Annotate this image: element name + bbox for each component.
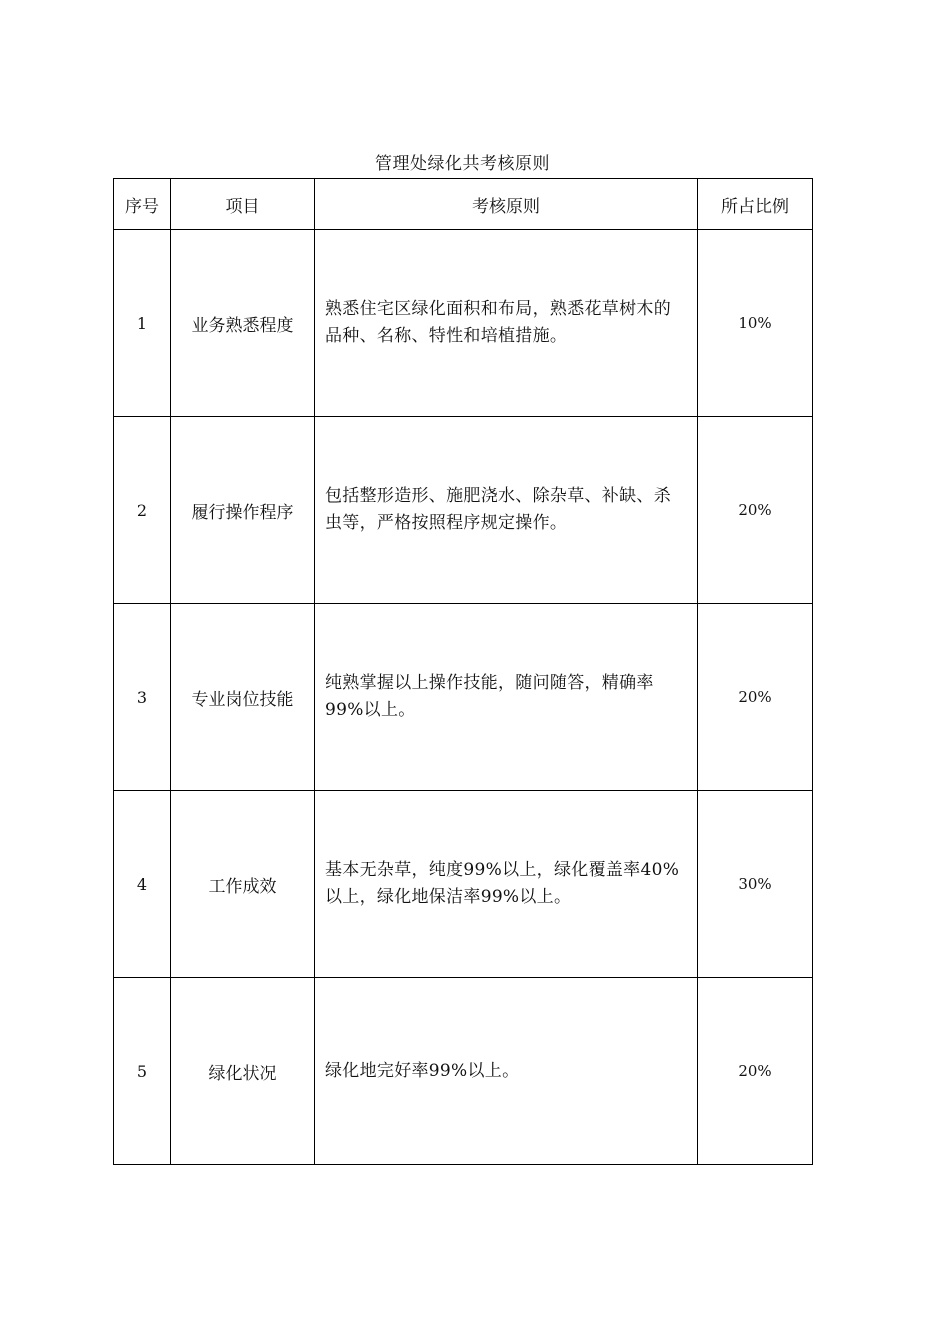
row-rule: 熟悉住宅区绿化面积和布局，熟悉花草树木的品种、名称、特性和培植措施。 — [315, 230, 698, 417]
row-item: 专业岗位技能 — [171, 604, 315, 791]
row-rule: 包括整形造形、施肥浇水、除杂草、补缺、杀虫等，严格按照程序规定操作。 — [315, 417, 698, 604]
table-row — [114, 417, 813, 604]
table-row — [114, 604, 813, 791]
row-item: 绿化状况 — [171, 978, 315, 1165]
row-ratio: 10% — [698, 230, 813, 417]
row-ratio: 20% — [698, 604, 813, 791]
row-item: 工作成效 — [171, 791, 315, 978]
header-ratio: 所占比例 — [698, 179, 813, 230]
document-title: 管理处绿化共考核原则 — [375, 154, 550, 174]
row-index: 5 — [114, 978, 171, 1165]
table-row — [114, 978, 813, 1165]
row-item: 履行操作程序 — [171, 417, 315, 604]
header-item: 项目 — [171, 179, 315, 230]
row-ratio: 30% — [698, 791, 813, 978]
row-index: 1 — [114, 230, 171, 417]
row-rule: 纯熟掌握以上操作技能，随问随答，精确率99%以上。 — [315, 604, 698, 791]
row-ratio: 20% — [698, 978, 813, 1165]
header-rule: 考核原则 — [315, 179, 698, 230]
row-rule: 基本无杂草，纯度99%以上，绿化覆盖率40%以上，绿化地保洁率99%以上。 — [315, 791, 698, 978]
table-row — [114, 230, 813, 417]
row-index: 4 — [114, 791, 171, 978]
table-row — [114, 791, 813, 978]
row-item: 业务熟悉程度 — [171, 230, 315, 417]
table-header-row — [114, 179, 813, 230]
row-index: 3 — [114, 604, 171, 791]
row-rule: 绿化地完好率99%以上。 — [315, 978, 698, 1165]
row-ratio: 20% — [698, 417, 813, 604]
header-index: 序号 — [114, 179, 171, 230]
row-index: 2 — [114, 417, 171, 604]
assessment-table — [113, 178, 813, 1165]
